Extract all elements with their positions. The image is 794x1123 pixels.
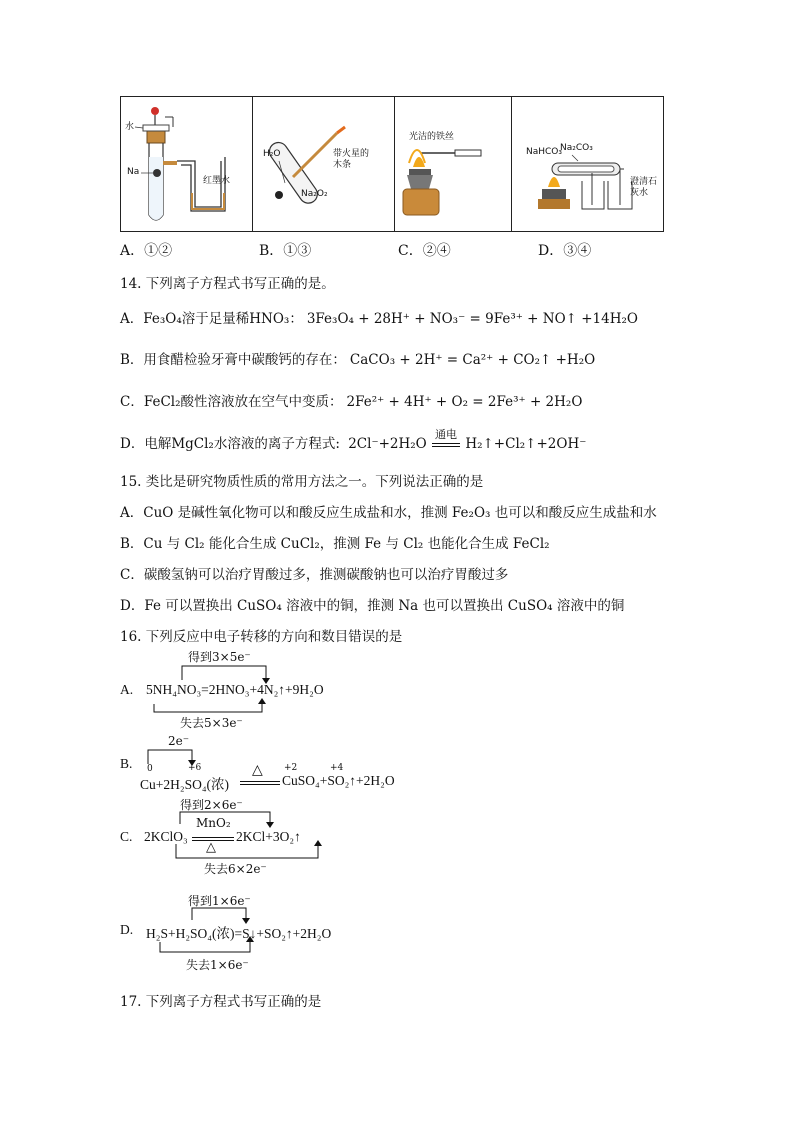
experiment-cell-2: [252, 96, 395, 232]
glowing-splint-label: 带火星的木条: [333, 149, 370, 170]
na2co3-label: Na₂CO₃: [560, 143, 593, 153]
option-d[interactable]: D．③④: [538, 243, 592, 259]
catalyst-label: MnO₂: [196, 816, 231, 830]
option-c[interactable]: C．②④: [398, 243, 451, 259]
reaction-right: CuSO₄+SO₂↑+2H₂O: [282, 773, 395, 788]
reaction-right: 2KCl+3O₂↑: [236, 829, 301, 844]
heat-condition: △: [206, 840, 216, 855]
lose-electrons-label: 失去1×6e⁻: [186, 958, 249, 972]
oxidation-state: +6: [188, 763, 202, 773]
heat-condition: △: [252, 762, 263, 778]
experiment-cell-3: [394, 96, 512, 232]
question-14-stem: 14. 下列离子方程式书写正确的是。: [120, 276, 335, 292]
option-label: A.: [120, 682, 134, 697]
lose-electrons-label: 失去6×2e⁻: [204, 862, 267, 876]
q15-option-a[interactable]: A．CuO 是碱性氧化物可以和酸反应生成盐和水，推测 Fe₂O₃ 也可以和酸反应生成盐和水: [120, 505, 657, 521]
sodium-label: Na: [127, 167, 140, 177]
gain-electrons-label: 得到1×6e⁻: [188, 894, 251, 908]
reaction-left: 2KClO₃: [144, 829, 188, 844]
iron-wire-burning-illustration: [395, 97, 511, 231]
iron-wire-label: 光洁的铁丝: [409, 132, 455, 142]
carbonate-heating-illustration: [512, 97, 663, 231]
question-17-stem: 17. 下列离子方程式书写正确的是: [120, 994, 322, 1010]
limewater-label: 澄清石灰水: [630, 177, 658, 198]
electrons-label: 2e⁻: [168, 734, 190, 748]
reaction-left: Cu+2H₂SO₄(浓): [140, 777, 230, 792]
nahco3-label: NaHCO₃: [526, 147, 562, 157]
reaction-equation: H₂S+H₂SO₄(浓)=S↓+SO₂↑+2H₂O: [146, 926, 332, 941]
q15-option-d[interactable]: D．Fe 可以置换出 CuSO₄ 溶液中的铜，推测 Na 也可以置换出 CuSO₄ 溶液中的铜: [120, 598, 625, 614]
water-label: 水: [125, 122, 135, 132]
q15-option-c[interactable]: C．碳酸氢钠可以治疗胃酸过多，推测碳酸钠也可以治疗胃酸过多: [120, 567, 509, 583]
gain-electrons-label: 得到3×5e⁻: [188, 650, 251, 664]
sodium-water-apparatus-illustration: [121, 97, 252, 231]
option-a[interactable]: A．①②: [120, 243, 173, 259]
option-label: B.: [120, 756, 133, 771]
experiment-cell-4: [511, 96, 664, 232]
q15-option-b[interactable]: B．Cu 与 Cl₂ 能化合生成 CuCl₂，推测 Fe 与 Cl₂ 也能化合生成 FeCl₂: [120, 536, 550, 552]
reaction-equation: 5NH₄NO₃=2HNO₃+4N₂↑+9H₂O: [146, 682, 324, 697]
experiment-cell-1: [120, 96, 253, 232]
oxidation-state: +2: [284, 763, 298, 773]
option-b[interactable]: B．①③: [259, 243, 312, 259]
option-label: D.: [120, 922, 134, 937]
option-label: C.: [120, 829, 133, 844]
water-label: H₂O: [263, 149, 281, 159]
q14-option-c[interactable]: C．FeCl₂酸性溶液放在空气中变质： 2Fe²⁺ + 4H⁺ + O₂ = 2Fe³⁺ + 2H₂O: [120, 394, 583, 410]
question-16-stem: 16. 下列反应中电子转移的方向和数目错误的是: [120, 629, 403, 645]
electrolysis-condition: 通电: [435, 428, 458, 441]
q14-option-a[interactable]: A．Fe₃O₄溶于足量稀HNO₃： 3Fe₃O₄ + 28H⁺ + NO₃⁻ = 9Fe³⁺ + NO↑ +14H₂O: [120, 311, 638, 327]
lose-electrons-label: 失去5×3e⁻: [180, 716, 243, 730]
gain-electrons-label: 得到2×6e⁻: [180, 798, 243, 812]
sodium-peroxide-label: Na₂O₂: [301, 189, 328, 199]
q14-option-b[interactable]: B．用食醋检验牙膏中碳酸钙的存在： CaCO₃ + 2H⁺ = Ca²⁺ + CO₂↑ +H₂O: [120, 352, 596, 368]
oxidation-state: 0: [147, 764, 153, 774]
question-15-stem: 15. 类比是研究物质性质的常用方法之一。下列说法正确的是: [120, 474, 484, 490]
oxidation-state: +4: [330, 763, 344, 773]
red-ink-label: 红墨水: [203, 176, 231, 186]
q14-option-d[interactable]: D．电解MgCl₂水溶液的离子方程式: 2Cl⁻+2H₂O 通电 H₂↑+Cl₂↑+2OH⁻: [120, 428, 587, 452]
